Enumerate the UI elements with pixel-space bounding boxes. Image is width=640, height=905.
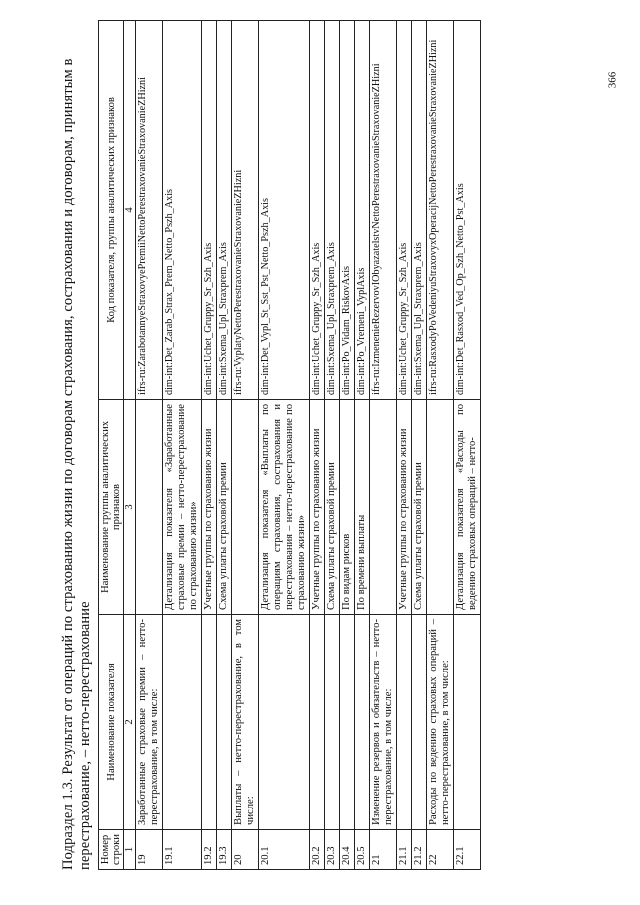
row-number: 22.1 bbox=[454, 830, 481, 870]
table-row bbox=[136, 21, 163, 870]
indicator-name bbox=[340, 615, 355, 830]
table-row bbox=[340, 21, 355, 870]
row-number: 19 bbox=[136, 830, 163, 870]
indicator-name bbox=[412, 615, 427, 830]
row-number: 20.4 bbox=[340, 830, 355, 870]
row-number: 20.1 bbox=[259, 830, 310, 870]
indicator-code: dim-int:Det_Vypl_St_Sst_Pst_Netto_Pszh_Axis bbox=[259, 21, 310, 400]
table-row bbox=[163, 21, 202, 870]
indicator-name bbox=[310, 615, 325, 830]
indicator-code: dim-int:Po_Vidam_RiskovAxis bbox=[340, 21, 355, 400]
indicator-name bbox=[325, 615, 340, 830]
indicator-code: dim-int:Det_Zarab_Strax_Prem_Netto_Pszh_Axis bbox=[163, 21, 202, 400]
indicator-code: dim-int:Det_Rasxod_Ved_Op_Szh_Netto_Pst_Axis bbox=[454, 21, 481, 400]
indicator-name bbox=[202, 615, 217, 830]
indicator-name bbox=[355, 615, 370, 830]
row-number: 19.2 bbox=[202, 830, 217, 870]
table-row bbox=[370, 21, 397, 870]
indicator-code: dim-int:Sxema_Upl_Straxprem_Axis bbox=[412, 21, 427, 400]
table-row bbox=[355, 21, 370, 870]
group-name bbox=[136, 400, 163, 615]
indicator-code: dim-int:Uchet_Gruppy_Sr_Szh_Axis bbox=[202, 21, 217, 400]
row-number: 20.3 bbox=[325, 830, 340, 870]
column-number: 4 bbox=[124, 21, 136, 400]
indicator-name: Выплаты – нетто-перестрахование, в том числе: bbox=[232, 615, 259, 830]
row-number: 20.5 bbox=[355, 830, 370, 870]
group-name: Детализация показателя «Заработанные страховые премии – нетто-перестрахование по страхованию жизни» bbox=[163, 400, 202, 615]
indicator-code: ifrs-ru:IzmenenieRezervovIObyazatelstvNettoPerestraxovanieStraxovanieZHizni bbox=[370, 21, 397, 400]
group-name bbox=[232, 400, 259, 615]
heading-line-1: Подраздел 1.3. Результат от операций по страхованию жизни по договорам страхования, сострахования и договорам, принятым в bbox=[60, 58, 76, 870]
heading-line-2: перестрахование, – нетто-перестрахование bbox=[77, 601, 93, 870]
indicator-name bbox=[217, 615, 232, 830]
table-header-row bbox=[99, 21, 124, 870]
table-row bbox=[397, 21, 412, 870]
table-row bbox=[217, 21, 232, 870]
header-group-name: Наименование группы аналитических признаков bbox=[99, 400, 124, 615]
indicator-code: ifrs-ru:RasxodyPoVedeniyuStraxovyxOperacijNettoPerestraxovanieStraxovanieZHizni bbox=[427, 21, 454, 400]
table-row bbox=[232, 21, 259, 870]
section-heading bbox=[60, 20, 94, 870]
indicator-name: Заработанные страховые премии – нетто-перестрахование, в том числе: bbox=[136, 615, 163, 830]
group-name: Схема уплаты страховой премии bbox=[217, 400, 232, 615]
row-number: 19.1 bbox=[163, 830, 202, 870]
row-number: 20.2 bbox=[310, 830, 325, 870]
column-number: 3 bbox=[124, 400, 136, 615]
group-name: По времени выплаты bbox=[355, 400, 370, 615]
indicator-code: dim-int:Po_Vremeni_VyplAxis bbox=[355, 21, 370, 400]
table-row bbox=[202, 21, 217, 870]
group-name bbox=[427, 400, 454, 615]
indicator-name bbox=[454, 615, 481, 830]
document-page bbox=[50, 20, 630, 870]
group-name: Учетные группы по страхованию жизни bbox=[397, 400, 412, 615]
column-number: 1 bbox=[124, 830, 136, 870]
table-row bbox=[454, 21, 481, 870]
header-row-number: Номер строки bbox=[99, 830, 124, 870]
group-name bbox=[370, 400, 397, 615]
row-number: 21.2 bbox=[412, 830, 427, 870]
indicators-table bbox=[98, 20, 481, 870]
table-row bbox=[310, 21, 325, 870]
group-name: Схема уплаты страховой премии bbox=[412, 400, 427, 615]
indicator-code: dim-int:Sxema_Upl_Straxprem_Axis bbox=[217, 21, 232, 400]
header-code: Код показателя, группы аналитических признаков bbox=[99, 21, 124, 400]
table-row bbox=[427, 21, 454, 870]
group-name: Учетные группы по страхованию жизни bbox=[310, 400, 325, 615]
header-indicator-name: Наименование показателя bbox=[99, 615, 124, 830]
table-row bbox=[412, 21, 427, 870]
indicator-code: dim-int:Sxema_Upl_Straxprem_Axis bbox=[325, 21, 340, 400]
row-number: 19.3 bbox=[217, 830, 232, 870]
group-name: Детализация показателя «Выплаты по операциям страхования, сострахования и перестрахования – нетто-перестрахование по страхованию жизни» bbox=[259, 400, 310, 615]
indicator-name: Изменение резервов и обязательств – нетто-перестрахование, в том числе: bbox=[370, 615, 397, 830]
row-number: 22 bbox=[427, 830, 454, 870]
row-number: 21 bbox=[370, 830, 397, 870]
group-name: Схема уплаты страховой премии bbox=[325, 400, 340, 615]
column-number-row bbox=[124, 21, 136, 870]
group-name: По видам рисков bbox=[340, 400, 355, 615]
indicator-code: dim-int:Uchet_Gruppy_Sr_Szh_Axis bbox=[397, 21, 412, 400]
indicator-name: Расходы по ведению страховых операций – нетто-перестрахование, в том числе: bbox=[427, 615, 454, 830]
indicator-name bbox=[163, 615, 202, 830]
group-name: Учетные группы по страхованию жизни bbox=[202, 400, 217, 615]
page-number: 366 bbox=[606, 71, 619, 89]
column-number: 2 bbox=[124, 615, 136, 830]
indicator-code: dim-int:Uchet_Gruppy_Sr_Szh_Axis bbox=[310, 21, 325, 400]
indicator-name bbox=[397, 615, 412, 830]
indicator-name bbox=[259, 615, 310, 830]
group-name: Детализация показателя «Расходы по ведению страховых операций – нетто- bbox=[454, 400, 481, 615]
row-number: 21.1 bbox=[397, 830, 412, 870]
table-row bbox=[259, 21, 310, 870]
row-number: 20 bbox=[232, 830, 259, 870]
table-row bbox=[325, 21, 340, 870]
indicator-code: ifrs-ru:ZarabotannyeStraxovyePremiiNettoPerestraxovanieStraxovanieZHizni bbox=[136, 21, 163, 400]
indicator-code: ifrs-ru:VyplatyNettoPerestraxovanieStraxovanieZHizni bbox=[232, 21, 259, 400]
